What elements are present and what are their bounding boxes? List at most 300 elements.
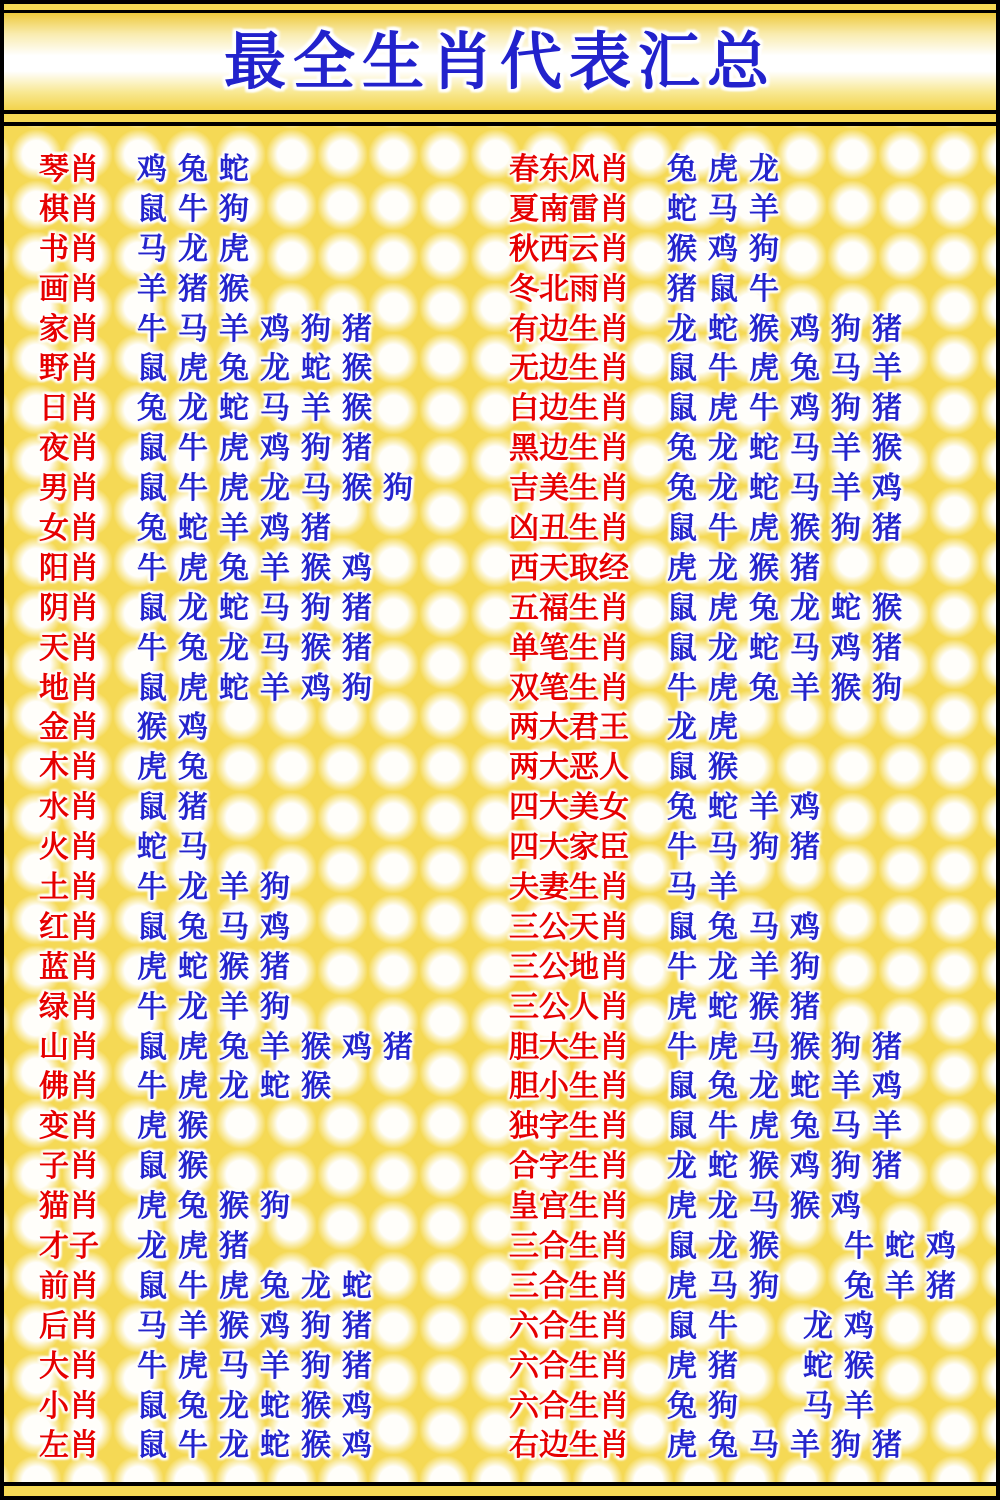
- row-values: [667, 151, 790, 187]
- zodiac-row: [509, 868, 967, 908]
- zodiac-char: 马: [708, 191, 738, 227]
- zodiac-char: 鼠: [137, 351, 167, 387]
- zodiac-char: 鸡: [926, 1228, 956, 1264]
- zodiac-char: 兔: [178, 1189, 208, 1225]
- zodiac-char: 猪: [790, 550, 820, 586]
- zodiac-char: 兔: [708, 909, 738, 945]
- zodiac-char: 猴: [872, 590, 902, 626]
- zodiac-char: 狗: [831, 311, 861, 347]
- zodiac-char: 狗: [749, 231, 779, 267]
- zodiac-char: 猪: [708, 1348, 738, 1384]
- zodiac-row: [509, 230, 967, 270]
- zodiac-char: 马: [790, 431, 820, 467]
- zodiac-row: [39, 669, 424, 709]
- zodiac-char: 马: [790, 630, 820, 666]
- row-label: 三公人肖: [509, 989, 629, 1025]
- row-label: 春东风肖: [509, 151, 629, 187]
- zodiac-char: 龙: [137, 1228, 167, 1264]
- zodiac-char: 猪: [342, 630, 372, 666]
- zodiac-char: 鼠: [137, 670, 167, 706]
- zodiac-row: [509, 988, 967, 1028]
- row-label: 琴肖: [39, 151, 99, 187]
- zodiac-char: 狗: [219, 191, 249, 227]
- zodiac-char: 马: [790, 471, 820, 507]
- row-label: 日肖: [39, 391, 99, 427]
- zodiac-char: 虎: [178, 1029, 208, 1065]
- row-label: 有边生肖: [509, 311, 629, 347]
- zodiac-char: 鼠: [667, 391, 697, 427]
- zodiac-row: [509, 1227, 967, 1267]
- row-values: [137, 909, 301, 945]
- zodiac-char: 兔: [708, 1069, 738, 1105]
- zodiac-char: 虎: [178, 1069, 208, 1105]
- row-values: [137, 471, 424, 507]
- row-label: 无边生肖: [509, 351, 629, 387]
- zodiac-char: 牛: [178, 431, 208, 467]
- zodiac-char: 狗: [260, 1189, 290, 1225]
- row-label: 阴肖: [39, 590, 99, 626]
- content-area: [4, 126, 996, 1482]
- zodiac-row: [509, 1187, 967, 1227]
- zodiac-char: 猪: [342, 1308, 372, 1344]
- zodiac-char: 龙: [708, 1228, 738, 1264]
- zodiac-char: 猴: [844, 1348, 874, 1384]
- zodiac-char: 虎: [219, 431, 249, 467]
- zodiac-char: 马: [831, 351, 861, 387]
- row-label: 变肖: [39, 1109, 99, 1145]
- row-label: 大肖: [39, 1348, 99, 1384]
- zodiac-char: 虎: [137, 1109, 167, 1145]
- row-label: 画肖: [39, 271, 99, 307]
- row-values: [137, 630, 383, 666]
- zodiac-char: 猪: [790, 830, 820, 866]
- zodiac-char: 蛇: [749, 431, 779, 467]
- zodiac-char: 羊: [219, 510, 249, 546]
- zodiac-char: 龙: [667, 1149, 697, 1185]
- zodiac-char: 蛇: [137, 830, 167, 866]
- row-label: 皇宫生肖: [509, 1189, 629, 1225]
- zodiac-char: 牛: [178, 191, 208, 227]
- zodiac-char: 龙: [749, 1069, 779, 1105]
- zodiac-char: 蛇: [219, 391, 249, 427]
- row-values: [667, 431, 913, 467]
- row-label: 吉美生肖: [509, 471, 629, 507]
- row-values: [667, 790, 831, 826]
- zodiac-char: 鼠: [667, 750, 697, 786]
- row-values: [667, 1348, 885, 1384]
- row-values: [137, 231, 260, 267]
- zodiac-char: 牛: [178, 1268, 208, 1304]
- row-label: 地肖: [39, 670, 99, 706]
- right-column: [509, 150, 967, 1466]
- row-label: 小肖: [39, 1388, 99, 1424]
- zodiac-row: [39, 429, 424, 469]
- zodiac-char: 牛: [708, 510, 738, 546]
- zodiac-row: [509, 1028, 967, 1068]
- zodiac-char: 兔: [790, 351, 820, 387]
- zodiac-char: 狗: [383, 471, 413, 507]
- zodiac-char: 兔: [667, 471, 697, 507]
- zodiac-row: [39, 868, 424, 908]
- row-label: 六合生肖: [509, 1348, 629, 1384]
- row-label: 蓝肖: [39, 949, 99, 985]
- zodiac-row: [39, 589, 424, 629]
- zodiac-char: 虎: [708, 391, 738, 427]
- zodiac-char: 牛: [137, 630, 167, 666]
- row-label: 才子: [39, 1228, 99, 1264]
- row-label: 凶丑生肖: [509, 510, 629, 546]
- zodiac-char: 鼠: [137, 1388, 167, 1424]
- zodiac-char: 牛: [708, 1308, 738, 1344]
- zodiac-char: 羊: [872, 351, 902, 387]
- row-values: [667, 750, 749, 786]
- zodiac-char: 马: [749, 1029, 779, 1065]
- zodiac-row: [509, 190, 967, 230]
- row-values: [667, 1388, 885, 1424]
- zodiac-char: 牛: [708, 351, 738, 387]
- zodiac-char: 蛇: [749, 630, 779, 666]
- row-values: [137, 670, 383, 706]
- row-values: [137, 790, 219, 826]
- zodiac-char: 蛇: [708, 790, 738, 826]
- zodiac-char: 鼠: [137, 191, 167, 227]
- zodiac-char: 鼠: [667, 590, 697, 626]
- zodiac-row: [39, 1267, 424, 1307]
- zodiac-char: 马: [749, 1428, 779, 1464]
- zodiac-char: 兔: [667, 790, 697, 826]
- zodiac-char: 龙: [219, 1388, 249, 1424]
- zodiac-row: [509, 1387, 967, 1427]
- row-values: [137, 550, 383, 586]
- zodiac-row: [509, 389, 967, 429]
- zodiac-char: 马: [260, 590, 290, 626]
- zodiac-char: 鼠: [137, 909, 167, 945]
- zodiac-char: 猴: [301, 1029, 331, 1065]
- zodiac-char: 鸡: [790, 1149, 820, 1185]
- row-values: [137, 1428, 383, 1464]
- row-label: 火肖: [39, 830, 99, 866]
- zodiac-char: 牛: [137, 1348, 167, 1384]
- zodiac-char: 鸡: [178, 710, 208, 746]
- zodiac-row: [39, 190, 424, 230]
- zodiac-char: 蛇: [219, 670, 249, 706]
- zodiac-char: 龙: [708, 550, 738, 586]
- zodiac-row: [509, 748, 967, 788]
- row-values: [667, 1228, 967, 1264]
- zodiac-row: [509, 1147, 967, 1187]
- zodiac-row: [39, 389, 424, 429]
- zodiac-char: 虎: [178, 1348, 208, 1384]
- zodiac-char: 牛: [137, 311, 167, 347]
- row-label: 两大恶人: [509, 750, 629, 786]
- zodiac-char: 龙: [708, 471, 738, 507]
- zodiac-char: 虎: [178, 670, 208, 706]
- zodiac-char: 猪: [342, 1348, 372, 1384]
- zodiac-char: 龙: [667, 311, 697, 347]
- zodiac-char: 兔: [667, 151, 697, 187]
- zodiac-row: [39, 988, 424, 1028]
- zodiac-row: [39, 270, 424, 310]
- zodiac-char: 龙: [178, 391, 208, 427]
- zodiac-char: 猴: [342, 351, 372, 387]
- row-values: [137, 191, 260, 227]
- zodiac-row: [509, 1107, 967, 1147]
- row-label: 黑边生肖: [509, 431, 629, 467]
- zodiac-char: 猴: [342, 471, 372, 507]
- row-values: [137, 1308, 383, 1344]
- zodiac-char: 马: [260, 630, 290, 666]
- zodiac-char: 牛: [749, 391, 779, 427]
- zodiac-char: 鼠: [137, 590, 167, 626]
- zodiac-char: 狗: [342, 670, 372, 706]
- zodiac-char: 兔: [178, 909, 208, 945]
- zodiac-char: 羊: [301, 391, 331, 427]
- row-values: [667, 590, 913, 626]
- row-values: [137, 590, 383, 626]
- row-values: [667, 351, 913, 387]
- zodiac-char: 虎: [137, 949, 167, 985]
- zodiac-char: 鸡: [260, 311, 290, 347]
- row-label: 棋肖: [39, 191, 99, 227]
- zodiac-char: 蛇: [260, 1428, 290, 1464]
- row-values: [667, 670, 913, 706]
- zodiac-char: 鸡: [872, 471, 902, 507]
- zodiac-char: 虎: [708, 710, 738, 746]
- zodiac-char: 狗: [831, 1428, 861, 1464]
- zodiac-char: 兔: [219, 550, 249, 586]
- zodiac-char: 虎: [667, 550, 697, 586]
- zodiac-char: 鼠: [667, 909, 697, 945]
- zodiac-char: 狗: [301, 590, 331, 626]
- zodiac-char: 虎: [708, 151, 738, 187]
- zodiac-row: [39, 708, 424, 748]
- zodiac-row: [39, 948, 424, 988]
- zodiac-row: [39, 629, 424, 669]
- row-values: [667, 1109, 913, 1145]
- row-label: 六合生肖: [509, 1308, 629, 1344]
- row-values: [667, 510, 913, 546]
- row-values: [667, 391, 913, 427]
- zodiac-char: 猴: [219, 1189, 249, 1225]
- zodiac-row: [509, 1307, 967, 1347]
- zodiac-char: 鼠: [137, 431, 167, 467]
- zodiac-char: 虎: [219, 231, 249, 267]
- zodiac-row: [39, 230, 424, 270]
- row-values: [667, 989, 831, 1025]
- zodiac-char: 狗: [831, 1029, 861, 1065]
- row-label: 后肖: [39, 1308, 99, 1344]
- zodiac-char: 狗: [301, 1308, 331, 1344]
- row-values: [137, 1109, 219, 1145]
- zodiac-char: 鼠: [667, 510, 697, 546]
- zodiac-char: 猴: [831, 670, 861, 706]
- zodiac-row: [509, 1267, 967, 1307]
- zodiac-char: 虎: [178, 550, 208, 586]
- zodiac-char: 狗: [260, 989, 290, 1025]
- zodiac-char: 牛: [708, 1109, 738, 1145]
- row-values: [667, 1308, 885, 1344]
- zodiac-row: [39, 509, 424, 549]
- zodiac-char: 猴: [708, 750, 738, 786]
- row-label: 夫妻生肖: [509, 869, 629, 905]
- zodiac-char: 龙: [219, 1428, 249, 1464]
- zodiac-char: 龙: [260, 471, 290, 507]
- zodiac-char: 猪: [872, 311, 902, 347]
- zodiac-char: 猴: [790, 1189, 820, 1225]
- row-label: 水肖: [39, 790, 99, 826]
- zodiac-char: 龙: [708, 949, 738, 985]
- zodiac-char: 牛: [137, 869, 167, 905]
- zodiac-char: 猴: [301, 1428, 331, 1464]
- zodiac-char: 猪: [219, 1228, 249, 1264]
- zodiac-row: [39, 1028, 424, 1068]
- zodiac-char: 猴: [137, 710, 167, 746]
- zodiac-char: 羊: [219, 989, 249, 1025]
- row-label: 子肖: [39, 1149, 99, 1185]
- zodiac-row: [39, 748, 424, 788]
- zodiac-char: 鼠: [667, 351, 697, 387]
- zodiac-char: 鸡: [831, 1189, 861, 1225]
- zodiac-row: [39, 349, 424, 389]
- row-label: 五福生肖: [509, 590, 629, 626]
- zodiac-row: [39, 1307, 424, 1347]
- zodiac-char: 羊: [749, 949, 779, 985]
- zodiac-char: 鸡: [260, 909, 290, 945]
- row-values: [667, 471, 913, 507]
- zodiac-char: 马: [667, 869, 697, 905]
- zodiac-char: 龙: [260, 351, 290, 387]
- zodiac-row: [39, 1067, 424, 1107]
- zodiac-char: 鼠: [137, 790, 167, 826]
- zodiac-char: 虎: [667, 1189, 697, 1225]
- zodiac-char: 猪: [872, 510, 902, 546]
- zodiac-char: 牛: [667, 1029, 697, 1065]
- zodiac-row: [509, 1347, 967, 1387]
- zodiac-char: 马: [137, 231, 167, 267]
- zodiac-char: 蛇: [708, 989, 738, 1025]
- zodiac-char: 鸡: [342, 550, 372, 586]
- zodiac-row: [39, 1187, 424, 1227]
- zodiac-char: 牛: [667, 949, 697, 985]
- zodiac-char: 蛇: [885, 1228, 915, 1264]
- zodiac-char: 兔: [137, 510, 167, 546]
- row-values: [137, 431, 383, 467]
- zodiac-char: 猴: [749, 989, 779, 1025]
- zodiac-char: 鼠: [667, 1308, 697, 1344]
- row-label: 四大家臣: [509, 830, 629, 866]
- zodiac-char: 猴: [749, 550, 779, 586]
- row-values: [137, 311, 383, 347]
- zodiac-char: 羊: [219, 311, 249, 347]
- zodiac-char: 狗: [301, 311, 331, 347]
- zodiac-char: 猪: [872, 1149, 902, 1185]
- zodiac-char: 鼠: [708, 271, 738, 307]
- zodiac-char: 兔: [178, 750, 208, 786]
- zodiac-char: 蛇: [342, 1268, 372, 1304]
- zodiac-row: [509, 310, 967, 350]
- row-label: 男肖: [39, 471, 99, 507]
- zodiac-char: 龙: [219, 630, 249, 666]
- row-values: [667, 271, 790, 307]
- zodiac-row: [509, 828, 967, 868]
- zodiac-char: 猴: [219, 1308, 249, 1344]
- zodiac-row: [509, 589, 967, 629]
- zodiac-char: 猴: [749, 1149, 779, 1185]
- zodiac-char: 牛: [749, 271, 779, 307]
- row-values: [137, 151, 260, 187]
- zodiac-char: 鸡: [790, 311, 820, 347]
- row-label: 野肖: [39, 351, 99, 387]
- zodiac-char: 龙: [301, 1268, 331, 1304]
- zodiac-char: 羊: [831, 471, 861, 507]
- zodiac-char: 龙: [667, 710, 697, 746]
- zodiac-char: 兔: [749, 590, 779, 626]
- zodiac-char: 马: [708, 1268, 738, 1304]
- zodiac-char: 蛇: [790, 1069, 820, 1105]
- zodiac-char: 羊: [260, 1029, 290, 1065]
- zodiac-char: 狗: [790, 949, 820, 985]
- zodiac-char: 蛇: [749, 471, 779, 507]
- row-values: [137, 830, 219, 866]
- zodiac-char: 猴: [219, 271, 249, 307]
- zodiac-char: 马: [708, 830, 738, 866]
- row-values: [137, 869, 301, 905]
- zodiac-row: [39, 469, 424, 509]
- zodiac-char: 虎: [137, 750, 167, 786]
- zodiac-row: [39, 310, 424, 350]
- zodiac-row: [509, 948, 967, 988]
- zodiac-char: 狗: [872, 670, 902, 706]
- zodiac-char: 猴: [301, 1388, 331, 1424]
- zodiac-char: 虎: [749, 510, 779, 546]
- row-values: [137, 1069, 342, 1105]
- zodiac-char: 羊: [749, 191, 779, 227]
- zodiac-char: 龙: [178, 869, 208, 905]
- zodiac-char: 龙: [708, 630, 738, 666]
- row-values: [137, 750, 219, 786]
- zodiac-char: 猴: [301, 1069, 331, 1105]
- row-label: 金肖: [39, 710, 99, 746]
- row-label: 六合生肖: [509, 1388, 629, 1424]
- zodiac-row: [509, 708, 967, 748]
- zodiac-char: 鸡: [342, 1428, 372, 1464]
- zodiac-char: 兔: [137, 391, 167, 427]
- zodiac-char: 虎: [667, 1428, 697, 1464]
- zodiac-char: 羊: [260, 1348, 290, 1384]
- row-values: [667, 710, 749, 746]
- zodiac-char: 羊: [872, 1109, 902, 1145]
- zodiac-char: 牛: [667, 670, 697, 706]
- zodiac-char: 猴: [790, 1029, 820, 1065]
- zodiac-row: [39, 788, 424, 828]
- zodiac-char: 龙: [749, 151, 779, 187]
- row-values: [667, 830, 831, 866]
- zodiac-char: 龙: [803, 1308, 833, 1344]
- zodiac-char: 猴: [790, 510, 820, 546]
- row-values: [667, 231, 790, 267]
- zodiac-char: 兔: [708, 1428, 738, 1464]
- row-values: [667, 1428, 913, 1464]
- zodiac-char: 羊: [831, 431, 861, 467]
- row-label: 白边生肖: [509, 391, 629, 427]
- row-values: [667, 909, 831, 945]
- row-label: 独字生肖: [509, 1109, 629, 1145]
- zodiac-row: [509, 1067, 967, 1107]
- row-values: [667, 1149, 913, 1185]
- zodiac-char: 鸡: [790, 391, 820, 427]
- zodiac-char: 蛇: [260, 1388, 290, 1424]
- zodiac-char: 蛇: [178, 949, 208, 985]
